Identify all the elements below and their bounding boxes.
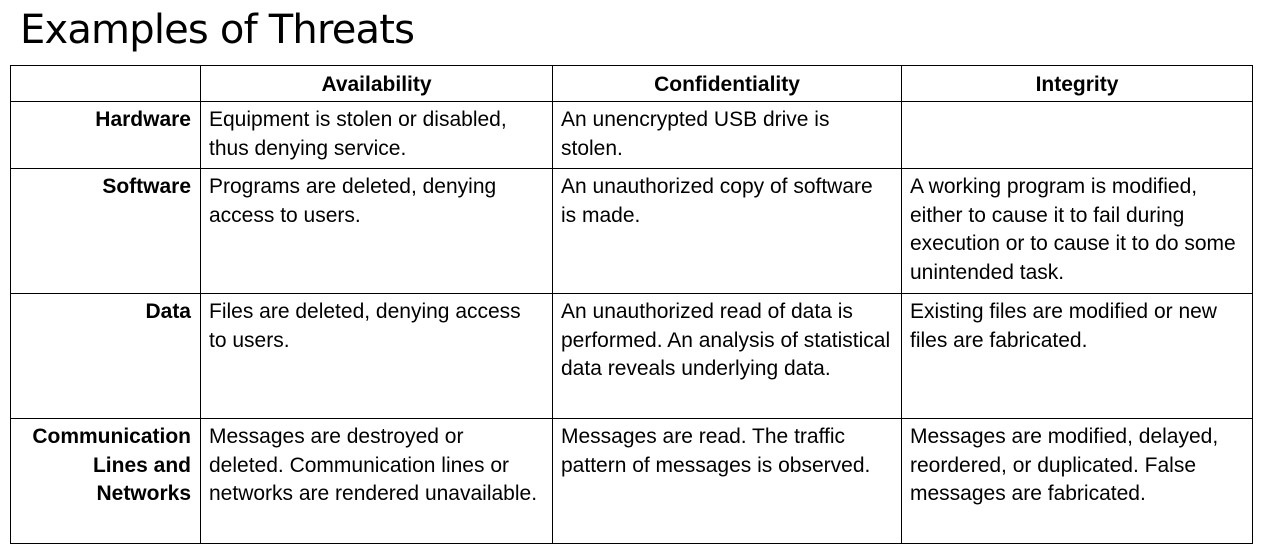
cell-communication-integrity: Messages are modified, delayed, reordered, or duplicated. False messages are fabricated. <box>902 419 1253 544</box>
row-label-communication: Communication Lines and Networks <box>11 419 201 544</box>
cell-software-availability: Programs are deleted, denying access to users. <box>201 169 553 294</box>
cell-data-integrity: Existing files are modified or new files are fabricated. <box>902 294 1253 419</box>
cell-data-availability: Files are deleted, denying access to users. <box>201 294 553 419</box>
column-header-confidentiality: Confidentiality <box>553 66 902 102</box>
cell-communication-confidentiality: Messages are read. The traffic pattern of messages is observed. <box>553 419 902 544</box>
table-row-hardware <box>11 102 1253 169</box>
cell-data-confidentiality: An unauthorized read of data is performed. An analysis of statistical data reveals underlying data. <box>553 294 902 419</box>
cell-software-integrity: A working program is modified, either to cause it to fail during execution or to cause it to do some unintended task. <box>902 169 1253 294</box>
row-label-data: Data <box>11 294 201 419</box>
table-row-communication <box>11 419 1253 544</box>
cell-hardware-integrity <box>902 102 1253 169</box>
row-label-software: Software <box>11 169 201 294</box>
column-header-integrity: Integrity <box>902 66 1253 102</box>
page-title: Examples of Threats <box>20 7 415 53</box>
row-label-hardware: Hardware <box>11 102 201 169</box>
cell-hardware-confidentiality: An unencrypted USB drive is stolen. <box>553 102 902 169</box>
column-header-blank <box>11 66 201 102</box>
table-header-row <box>11 66 1253 102</box>
threats-table <box>10 65 1253 544</box>
cell-hardware-availability: Equipment is stolen or disabled, thus denying service. <box>201 102 553 169</box>
cell-communication-availability: Messages are destroyed or deleted. Communication lines or networks are rendered unavailable. <box>201 419 553 544</box>
table-row-data <box>11 294 1253 419</box>
table-row-software <box>11 169 1253 294</box>
column-header-availability: Availability <box>201 66 553 102</box>
cell-software-confidentiality: An unauthorized copy of software is made. <box>553 169 902 294</box>
